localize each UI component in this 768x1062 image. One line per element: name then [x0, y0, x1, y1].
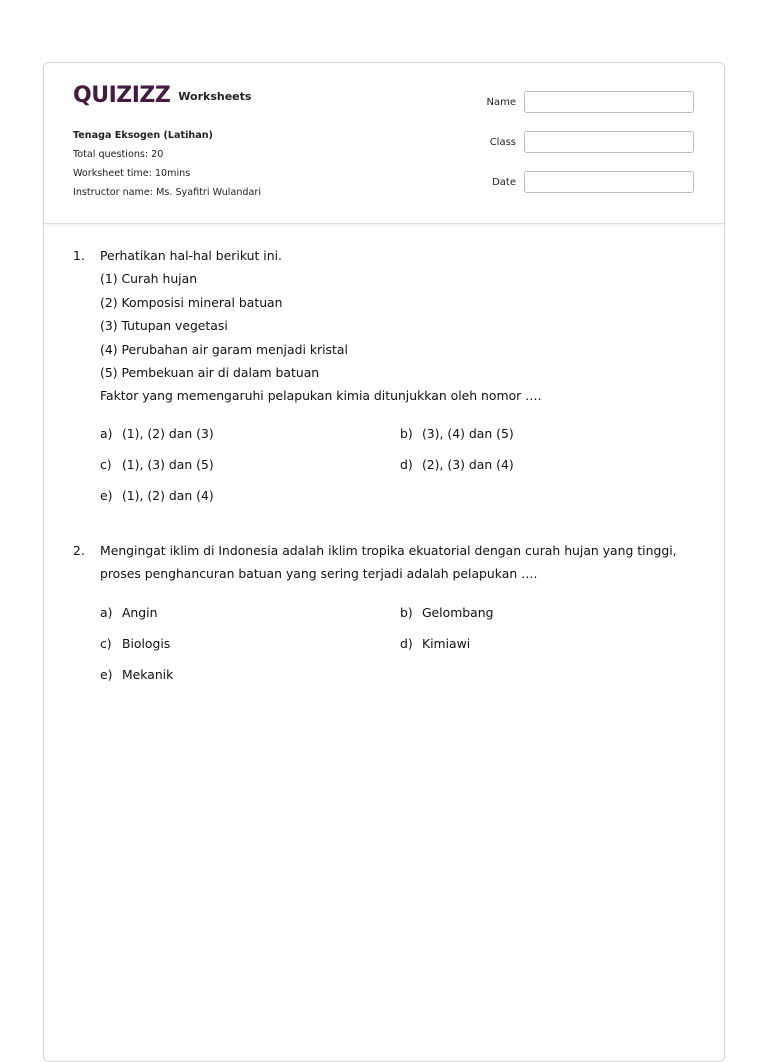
answer-option[interactable] — [100, 635, 170, 653]
class-label: Class — [489, 136, 516, 148]
brand — [73, 85, 251, 107]
question-text — [100, 244, 670, 408]
option-key: a) — [100, 605, 113, 620]
option-key: d) — [400, 636, 413, 651]
worksheet-header — [44, 63, 724, 224]
question-text — [100, 539, 677, 586]
option-key: c) — [100, 636, 112, 651]
option-text: (1), (3) dan (5) — [121, 457, 214, 472]
option-key: e) — [100, 488, 113, 503]
answer-option[interactable] — [400, 604, 493, 622]
total-questions: Total questions: 20 — [73, 149, 164, 160]
option-key: b) — [400, 605, 413, 620]
class-input[interactable] — [524, 131, 694, 153]
option-key: a) — [100, 426, 113, 441]
worksheet-meta — [73, 126, 261, 202]
question-line: Mengingat iklim di Indonesia adalah iklim tropika ekuatorial dengan curah hujan yang tinggi, — [100, 543, 677, 558]
option-text: (1), (2) dan (4) — [121, 488, 214, 503]
option-text: Kimiawi — [421, 636, 471, 651]
option-text: (1), (2) dan (3) — [121, 426, 214, 441]
quizizz-logo: QUIZIZZ — [73, 83, 171, 108]
option-text: Angin — [121, 605, 158, 620]
option-key: d) — [400, 457, 413, 472]
option-text: (3), (4) dan (5) — [421, 426, 514, 441]
question-line: (2) Komposisi mineral batuan — [100, 294, 283, 310]
date-field — [474, 171, 694, 193]
option-text: Biologis — [121, 636, 171, 651]
question-line: (1) Curah hujan — [100, 271, 198, 287]
question-number: 1. — [73, 248, 85, 263]
answer-option[interactable] — [100, 425, 214, 443]
question-line: (3) Tutupan vegetasi — [100, 318, 228, 334]
name-input[interactable] — [524, 91, 694, 113]
option-text: Gelombang — [421, 605, 494, 620]
answer-option[interactable] — [400, 635, 470, 653]
answer-option[interactable] — [100, 604, 157, 622]
date-label: Date — [492, 176, 516, 188]
worksheet-time: Worksheet time: 10mins — [73, 168, 191, 179]
answer-option[interactable] — [100, 487, 214, 505]
name-label: Name — [486, 96, 516, 108]
option-text: Mekanik — [121, 667, 174, 682]
answer-option[interactable] — [400, 425, 514, 443]
question-line: (5) Pembekuan air di dalam batuan — [100, 365, 320, 381]
worksheet-title: Tenaga Eksogen (Latihan) — [73, 130, 213, 141]
date-input[interactable] — [524, 171, 694, 193]
question-line: Faktor yang memengaruhi pelapukan kimia ditunjukkan oleh nomor …. — [100, 388, 542, 404]
answer-option[interactable] — [400, 456, 514, 474]
option-key: c) — [100, 457, 112, 472]
brand-label: Worksheets — [178, 89, 252, 103]
question-line: Perhatikan hal-hal berikut ini. — [100, 248, 282, 263]
question-line: proses penghancuran batuan yang sering terjadi adalah pelapukan …. — [100, 566, 538, 582]
question-number: 2. — [73, 543, 85, 558]
option-text: (2), (3) dan (4) — [421, 457, 514, 472]
answer-option[interactable] — [100, 456, 214, 474]
class-field — [474, 131, 694, 153]
instructor-name: Instructor name: Ms. Syafitri Wulandari — [73, 187, 261, 198]
option-key: b) — [400, 426, 413, 441]
question-line: (4) Perubahan air garam menjadi kristal — [100, 341, 348, 357]
answer-option[interactable] — [100, 666, 173, 684]
name-field — [474, 91, 694, 113]
option-key: e) — [100, 667, 113, 682]
